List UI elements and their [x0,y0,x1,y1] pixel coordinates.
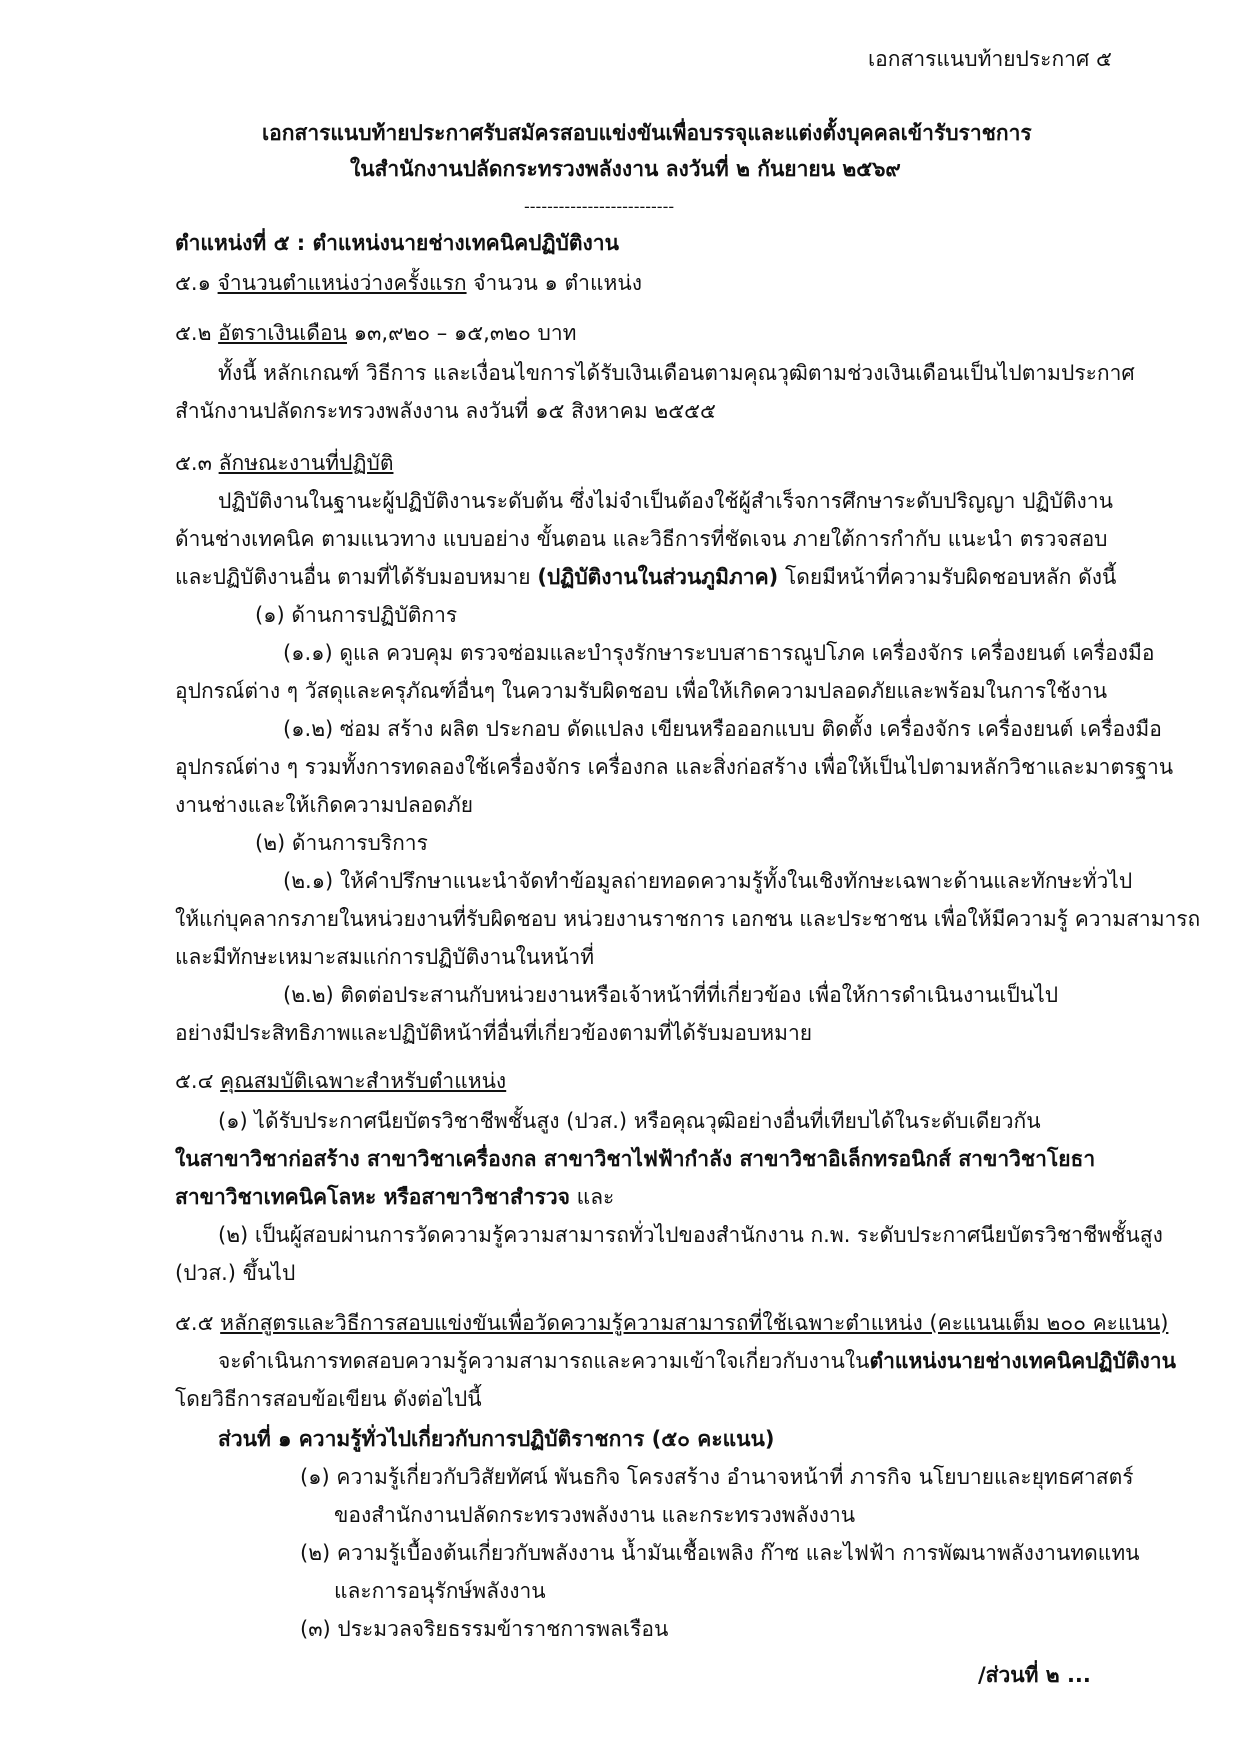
section-value: จำนวน ๑ ตำแหน่ง [473,271,642,295]
position-name: ตำแหน่งนายช่างเทคนิคปฏิบัติงาน [869,1349,1176,1373]
section-5-1 [175,268,642,298]
paragraph-line: อย่างมีประสิทธิภาพและปฏิบัติหน้าที่อื่นที่เกี่ยวข้องตามที่ได้รับมอบหมาย [175,1021,813,1045]
section-value: ๑๓,๙๒๐ – ๑๕,๓๒๐ บาท [353,321,577,345]
subheading-services: (๒) ด้านการบริการ [255,831,428,855]
paragraph-line: โดยวิธีการสอบข้อเขียน ดังต่อไปนี้ [175,1387,482,1411]
paragraph-line: (๑) ได้รับประกาศนียบัตรวิชาชีพชั้นสูง (ปวส.) หรือคุณวุฒิอย่างอื่นที่เทียบได้ในระดับเดียวกัน [218,1109,1041,1133]
section-number: ๕.๑ [175,271,211,295]
section-label: คุณสมบัติเฉพาะสำหรับตำแหน่ง [220,1069,507,1093]
continued-next-page: /ส่วนที่ ๒ ... [978,1663,1091,1687]
paragraph-line: (๒) เป็นผู้สอบผ่านการวัดความรู้ความสามารถทั่วไปของสำนักงาน ก.พ. ระดับประกาศนียบัตรวิชาชีพชั้นสูง [218,1223,1163,1247]
paragraph-line [218,1346,1176,1376]
section-number: ๕.๔ [175,1069,214,1093]
section-5-3 [175,448,393,478]
subheading-operations: (๑) ด้านการปฏิบัติการ [255,603,458,627]
text-run: โดยมีหน้าที่ความรับผิดชอบหลัก ดังนี้ [784,565,1117,589]
paragraph-line: (๒.๒) ติดต่อประสานกับหน่วยงานหรือเจ้าหน้าที่ที่เกี่ยวข้อง เพื่อให้การดำเนินงานเป็นไป [283,983,1059,1007]
paragraph-line: ด้านช่างเทคนิค ตามแนวทาง แบบอย่าง ขั้นตอน และวิธีการที่ชัดเจน ภายใต้การกำกับ แนะนำ ตรวจสอบ [175,527,1108,551]
paragraph-line: (๑.๑) ดูแล ควบคุม ตรวจซ่อมและบำรุงรักษาระบบสาธารณูปโภค เครื่องจักร เครื่องยนต์ เครื่องมือ [283,641,1155,665]
text-run: จะดำเนินการทดสอบความรู้ความสามารถและความเข้าใจเกี่ยวกับงานใน [218,1349,870,1373]
section-5-5 [175,1308,1168,1338]
list-item: (๑) ความรู้เกี่ยวกับวิสัยทัศน์ พันธกิจ โครงสร้าง อำนาจหน้าที่ ภารกิจ นโยบายและยุทธศาสตร์ [300,1465,1134,1489]
list-item: (๓) ประมวลจริยธรรมข้าราชการพลเรือน [300,1617,669,1641]
list-item-continuation: ของสำนักงานปลัดกระทรวงพลังงาน และกระทรวงพลังงาน [334,1503,856,1527]
text-run: และปฏิบัติงานอื่น ตามที่ได้รับมอบหมาย [175,565,531,589]
text-run: และ [576,1185,615,1209]
section-5-4 [175,1066,506,1096]
paragraph-line: (ปวส.) ขึ้นไป [175,1261,296,1285]
paragraph-line [175,1182,614,1212]
list-item: (๒) ความรู้เบื้องต้นเกี่ยวกับพลังงาน น้ำมันเชื้อเพลิง ก๊าซ และไฟฟ้า การพัฒนาพลังงานทดแทน [300,1541,1140,1565]
paragraph-line: อุปกรณ์ต่าง ๆ วัสดุและครุภัณฑ์อื่นๆ ในความรับผิดชอบ เพื่อให้เกิดความปลอดภัยและพร้อมในการใช้งาน [175,679,1108,703]
attachment-reference: เอกสารแนบท้ายประกาศ ๕ [868,47,1112,71]
position-heading: ตำแหน่งที่ ๕ : ตำแหน่งนายช่างเทคนิคปฏิบัติงาน [175,231,619,255]
paragraph-line: ทั้งนี้ หลักเกณฑ์ วิธีการ และเงื่อนไขการได้รับเงินเดือนตามคุณวุฒิตามช่วงเงินเดือนเป็นไปตามประกาศ [218,361,1135,385]
section-number: ๕.๒ [175,321,212,345]
document-title-line1: เอกสารแนบท้ายประกาศรับสมัครสอบแข่งขันเพื่อบรรจุและแต่งตั้งบุคคลเข้ารับราชการ [262,121,1032,145]
paragraph-line [175,562,1116,592]
section-label: ลักษณะงานที่ปฏิบัติ [218,451,394,475]
regional-note: (ปฏิบัติงานในส่วนภูมิภาค) [537,565,779,589]
paragraph-line: (๑.๒) ซ่อม สร้าง ผลิต ประกอบ ดัดแปลง เขียนหรือออกแบบ ติดตั้ง เครื่องจักร เครื่องยนต์ เครื่องมือ [283,717,1162,741]
paragraph-line: ปฏิบัติงานในฐานะผู้ปฏิบัติงานระดับต้น ซึ่งไม่จำเป็นต้องใช้ผู้สำเร็จการศึกษาระดับปริญญา ปฏิบัติงาน [218,489,1113,513]
title-divider: -------------------------- [524,197,675,216]
paragraph-line: อุปกรณ์ต่าง ๆ รวมทั้งการทดลองใช้เครื่องจักร เครื่องกล และสิ่งก่อสร้าง เพื่อให้เป็นไปตามหลักวิชาและมาตรฐาน [175,755,1174,779]
text-run: สาขาวิชาเทคนิคโลหะ หรือสาขาวิชาสำรวจ [175,1185,570,1209]
document-title-line2: ในสำนักงานปลัดกระทรวงพลังงาน ลงวันที่ ๒ กันยายน ๒๕๖๙ [350,157,901,181]
section-5-2 [175,318,577,348]
paragraph-line: งานช่างและให้เกิดความปลอดภัย [175,793,474,817]
exam-part-1-heading: ส่วนที่ ๑ ความรู้ทั่วไปเกี่ยวกับการปฏิบัติราชการ (๕๐ คะแนน) [218,1427,775,1451]
section-number: ๕.๕ [175,1311,214,1335]
section-label: หลักสูตรและวิธีการสอบแข่งขันเพื่อวัดความรู้ความสามารถที่ใช้เฉพาะตำแหน่ง (คะแนนเต็ม ๒๐๐ คะแนน) [220,1311,1169,1335]
section-number: ๕.๓ [175,451,212,475]
paragraph-line: ในสาขาวิชาก่อสร้าง สาขาวิชาเครื่องกล สาขาวิชาไฟฟ้ากำลัง สาขาวิชาอิเล็กทรอนิกส์ สาขาวิชาโยธา [175,1147,1096,1171]
paragraph-line: สำนักงานปลัดกระทรวงพลังงาน ลงวันที่ ๑๕ สิงหาคม ๒๕๕๕ [175,399,716,423]
paragraph-line: (๒.๑) ให้คำปรึกษาแนะนำจัดทำข้อมูลถ่ายทอดความรู้ทั้งในเชิงทักษะเฉพาะด้านและทักษะทั่วไป [283,869,1133,893]
paragraph-line: และมีทักษะเหมาะสมแก่การปฏิบัติงานในหน้าที่ [175,945,595,969]
section-label: อัตราเงินเดือน [218,321,348,345]
paragraph-line: ให้แก่บุคลากรภายในหน่วยงานที่รับผิดชอบ หน่วยงานราชการ เอกชน และประชาชน เพื่อให้มีความรู้ ความสามารถ [175,907,1201,931]
list-item-continuation: และการอนุรักษ์พลังงาน [334,1579,546,1603]
section-label: จำนวนตำแหน่งว่างครั้งแรก [217,271,467,295]
